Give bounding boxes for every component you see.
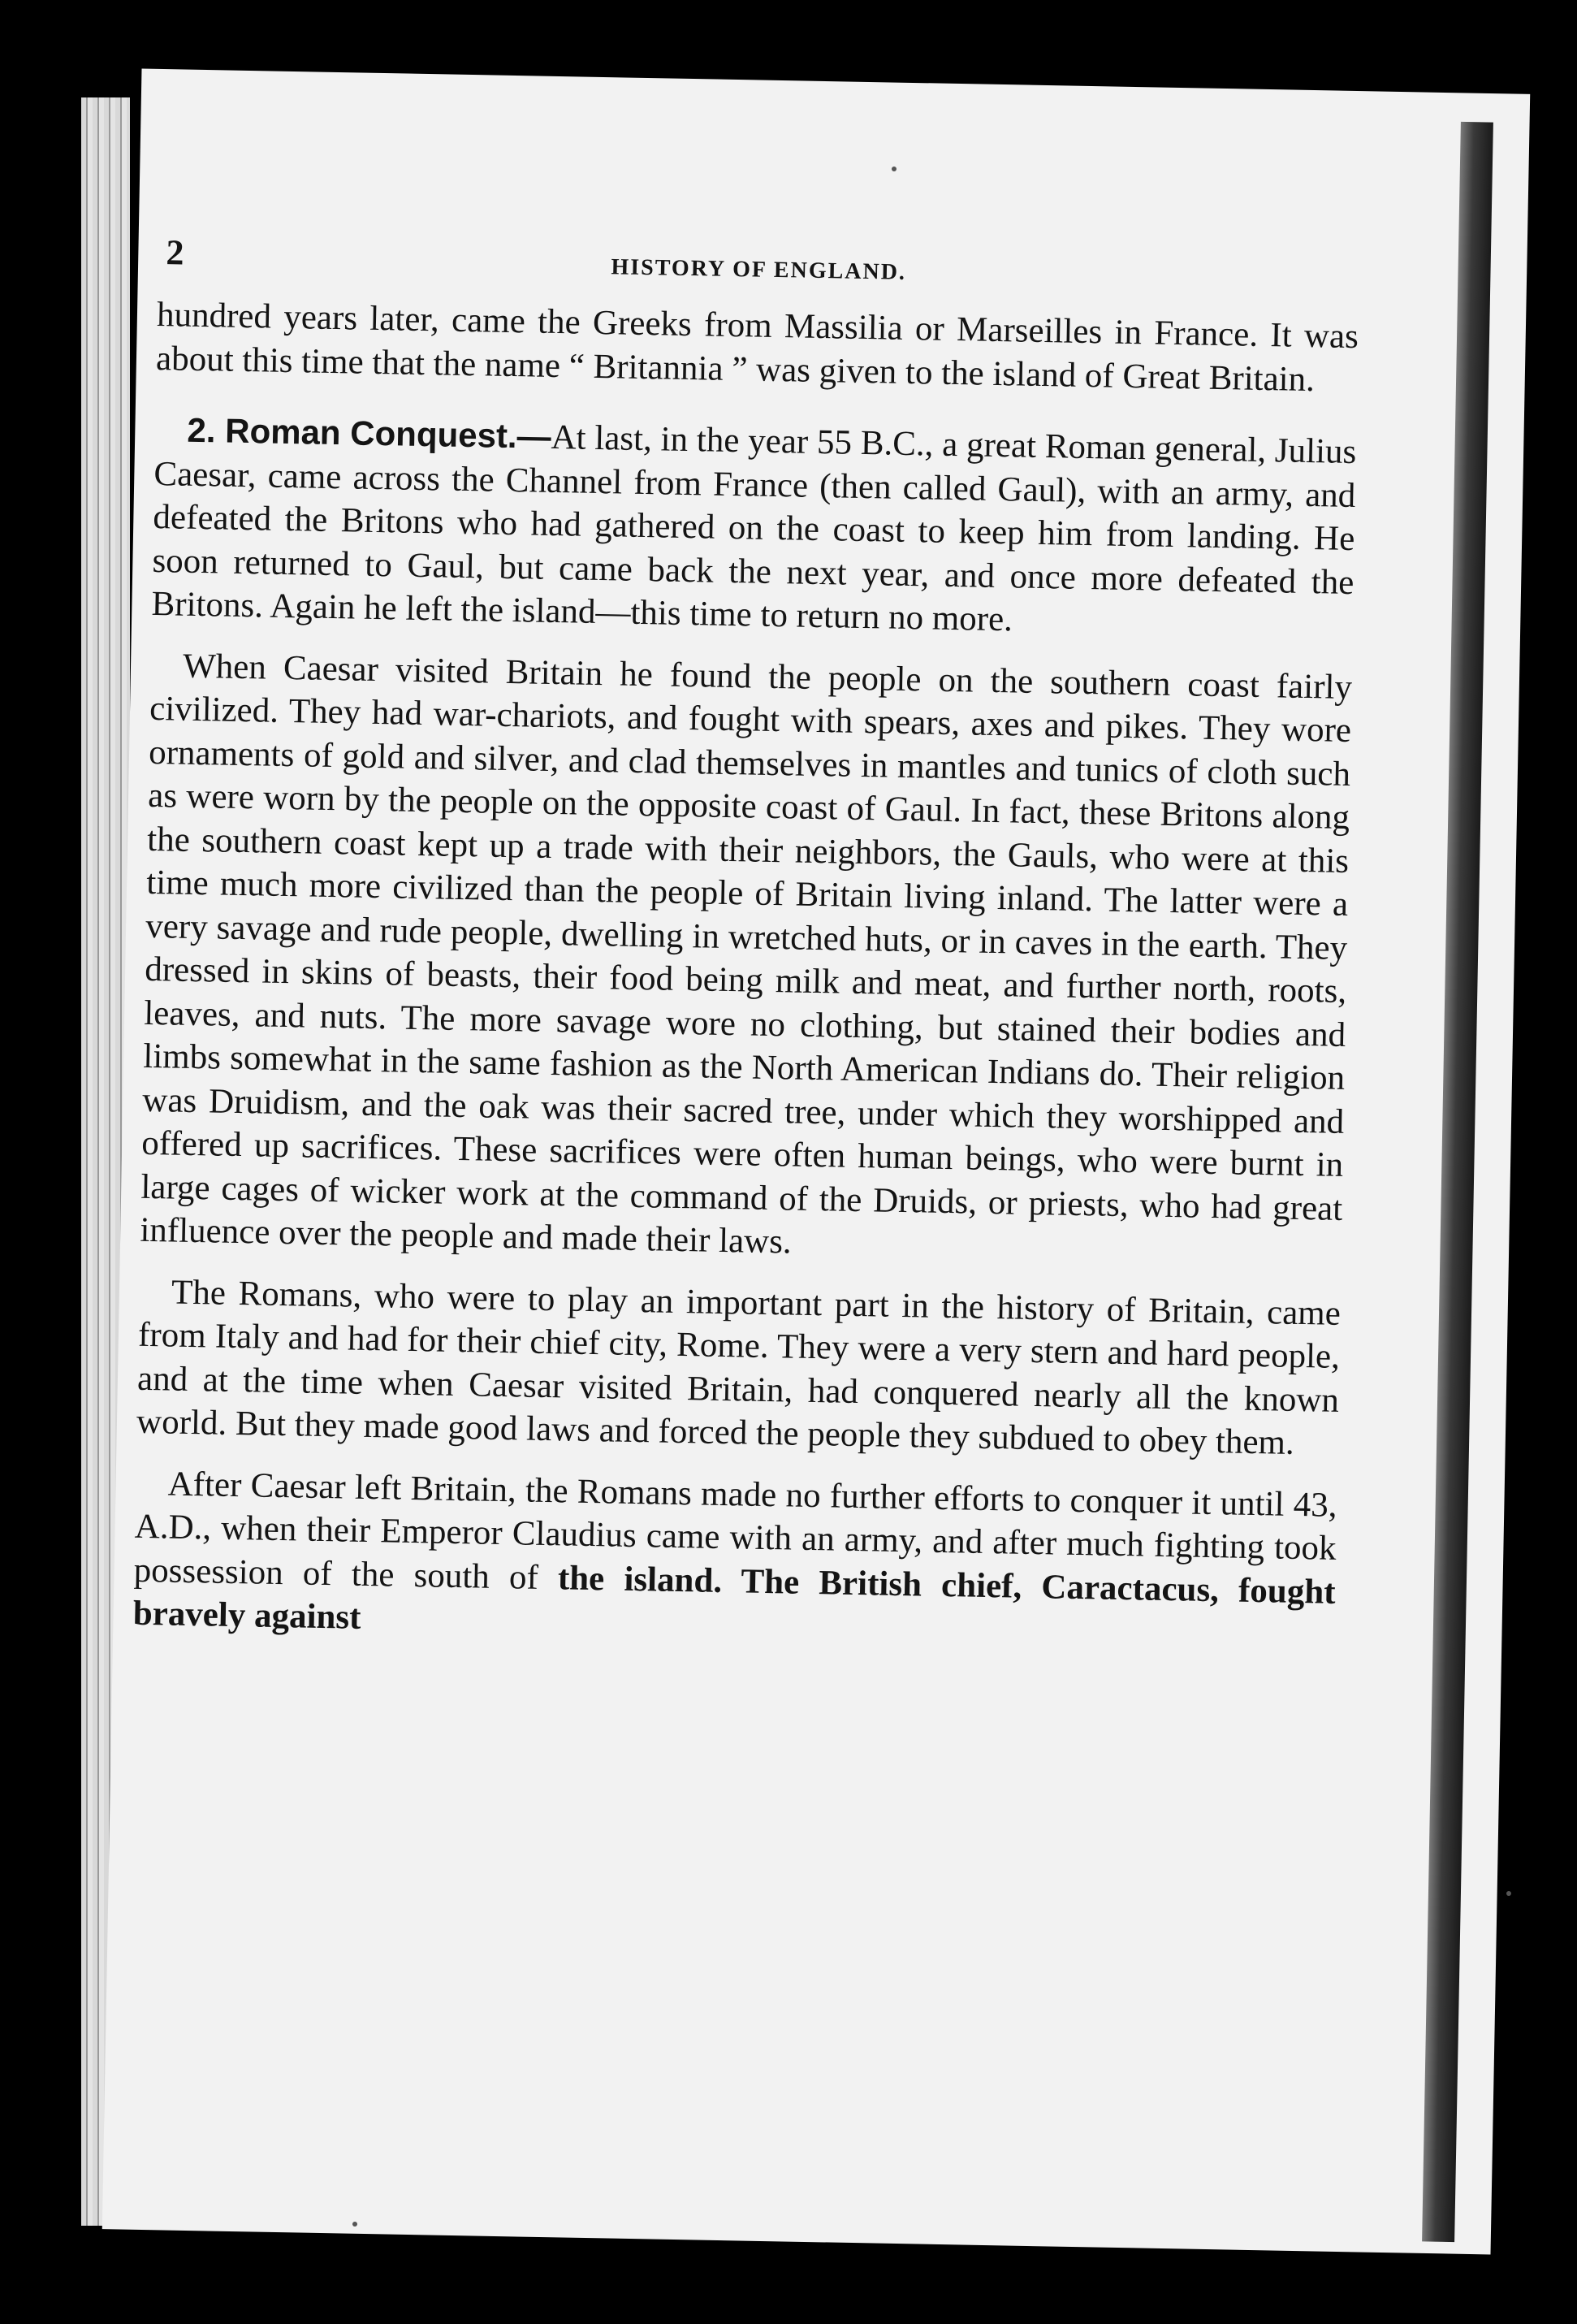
paragraph-1: hundred years later, came the Greeks from Massilia or Marseilles in France. It was about this time that the name “ Britannia ” was given to the island of Great Britain. <box>155 295 1359 399</box>
paragraph-5 <box>132 1461 1337 1657</box>
page-number: 2 <box>166 232 184 273</box>
ink-speck <box>352 2222 357 2227</box>
paragraph-2 <box>151 408 1357 648</box>
paragraph-5-bold-text: the island. The British chief, Caractacus, fought bravely against <box>132 1558 1336 1637</box>
paragraph-4: The Romans, who were to play an important part in the history of Britain, came from Italy and had for their chief city, Rome. They were a very stern and hard people, and at the time when Caesar visited Britain, had conquered nearly all the known world. But they made good laws and forced the people they subdued to obey them. <box>136 1273 1342 1462</box>
ink-speck <box>1506 1891 1511 1896</box>
section-heading: 2. Roman Conquest.— <box>187 410 552 456</box>
ink-speck <box>892 167 897 171</box>
paragraph-2-text: At last, in the year 55 B.C., a great Roman general, Julius Caesar, came across the Channel from France (then called Gaul), with an army, and defeated the Britons who had gathered on the coast to keep him from landing. He soon returned to Gaul, but came back the next year, and once more defeated the Britons. Again he left the island—this time to return no more. <box>151 418 1357 639</box>
paragraph-3: When Caesar visited Britain he found the people on the southern coast fairly civilized. They had war-chariots, and fought with spears, axes and pikes. They wore ornaments of gold and silver, and clad themselves in mantles and tunics of cloth such as were worn by the people on the opposite coast of Gaul. In fact, these Britons along the southern coast kept up a trade with their neighbors, the Gauls, who were at this time much more civilized than the people of Britain living inland. The latter were a very savage and rude people, dwelling in wretched huts, or in caves in the earth. They dressed in skins of beasts, their food being milk and meat, and further north, roots, leaves, and nuts. The more savage wore no clothing, but stained their bodies and limbs somewhat in the same fashion as the North American Indians do. Their religion was Druidism, and the oak was their sacred tree, under which they worshipped and offered up sacrifices. These sacrifices were often human beings, who were burnt in large cages of wicker work at the command of the Druids, or priests, who had great influence over the people and made their laws. <box>140 647 1353 1262</box>
running-head: HISTORY OF ENGLAND. <box>611 254 907 285</box>
paragraph-5-text: After Caesar left Britain, the Romans made no further efforts to conquer it until 43, A.D., when their Emperor Claudius came with an army, and after much fighting took possession of the south of <box>133 1464 1337 1597</box>
page-text <box>132 232 1360 1675</box>
